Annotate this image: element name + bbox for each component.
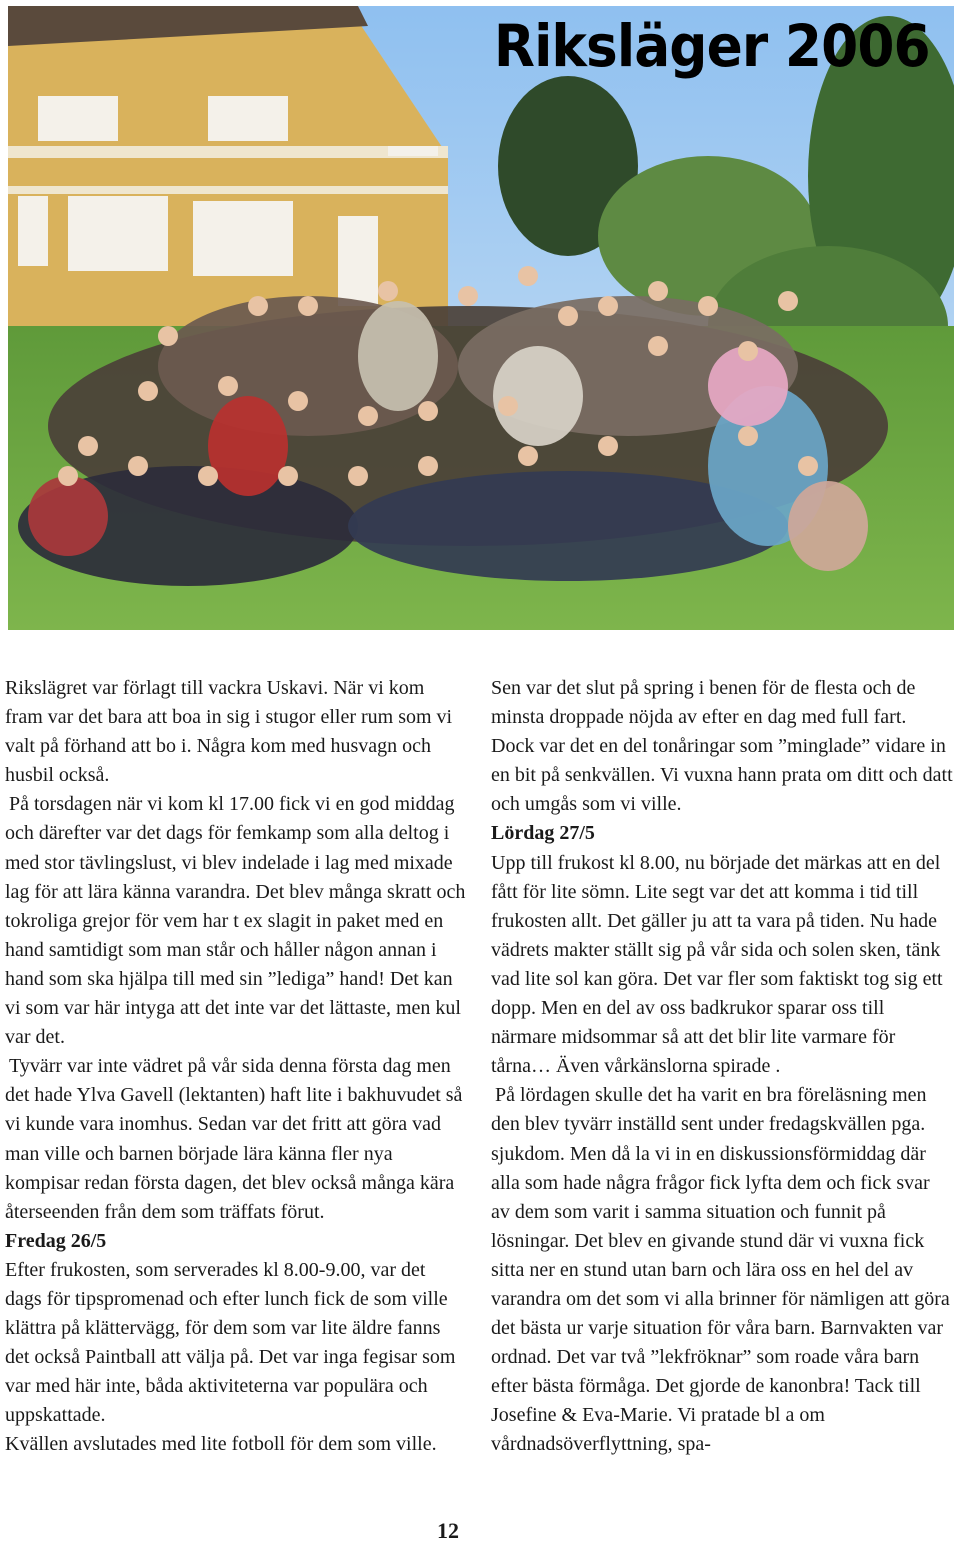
paragraph: Kvällen avslutades med lite fotboll för dem som ville.	[5, 1433, 437, 1456]
left-column	[5, 674, 467, 1460]
group-photo-icon	[8, 6, 954, 630]
group-photo	[8, 6, 954, 630]
paragraph: Rikslägret var förlagt till vackra Uskavi. När vi kom fram var det bara att boa in sig i stugor eller rum som vi valt på förhand att bo i. Några kom med husvagn och husbil också.	[5, 677, 453, 787]
section-heading-fredag: Fredag 26/5	[5, 1229, 107, 1252]
right-column	[491, 674, 953, 1460]
paragraph: Sen var det slut på spring i benen för de flesta och de minsta droppade nöjda av efter en dag med full fart. Dock var det en del tonåringar som ”minglade” vidare in en bit på senkvällen. Vi vuxna hann prata om ditt och datt och umgås som vi ville.	[491, 677, 953, 816]
section-heading-lordag: Lördag 27/5	[491, 822, 595, 845]
page-number: 12	[437, 1518, 459, 1543]
paragraph: På lördagen skulle det ha varit en bra föreläsning men den blev tyvärr inställd sent under fredagskvällen pga. sjukdom. Men då la vi in en diskussionsförmiddag där alla som hade några frågor fick lyfta dem och fick svar av dem som varit i samma situation och funnit på lösningar. Det blev en givande stund där vi vuxna fick sitta ner en stund utan barn och lära oss en hel del av varandra om det som vi alla brinner för nämligen att göra det bästa ur varje situation för våra barn. Barnvakten var ordnad. Det var två ”lekfröknar” som roade våra barn efter bästa förmåga. Det gjorde de kanonbra! Tack till Josefine & Eva-Marie. Vi pratade bl a om vårdnadsöverflyttning, spa-	[491, 1084, 950, 1456]
page-title: Riksläger 2006	[494, 12, 930, 80]
paragraph: Upp till frukost kl 8.00, nu började det märkas att en del fått för lite sömn. Lite segt var det att komma i tid till frukosten allt. Det gäller ju att ta vara på tiden. Nu hade vädrets makter ställt sig på vår sida och solen sken, tänk vad lite sol kan göra. Det var fler som faktiskt tog sig ett dopp. Men en del av oss badkrukor sparar oss till närmare midsommar så att det blir lite varmare för tårna… Även vårkänslorna spirade .	[491, 851, 943, 1078]
paragraph: På torsdagen när vi kom kl 17.00 fick vi en god middag och därefter var det dags för femkamp som alla deltog i med stor tävlingslust, vi blev indelade i lag med mixade lag för att lära känna varandra. Det blev många skratt och tokroliga grejor för vem har t ex slagit in paket med en hand samtidigt som man står och håller någon annan i hand som ska hjälpa till med sin ”lediga” hand! Det kan vi som var här intyga att det inte var det lättaste, men kul var det.	[5, 793, 466, 1049]
paragraph: Efter frukosten, som serverades kl 8.00-9.00, var det dags för tipspromenad och efter lunch fick de som ville klättra på klättervägg, för dem som var lite äldre fanns det också Paintball att välja på. Det var inga fegisar som var med här inte, båda aktiviteterna var populära och uppskattade.	[5, 1258, 456, 1427]
paragraph: Tyvärr var inte vädret på vår sida denna första dag men det hade Ylva Gavell (lektanten) haft lite i bakhuvudet så vi kunde vara inomhus. Sedan var det fritt att göra vad man ville och barnen började lära känna fler nya kompisar redan första dagen, det blev också många kära återseenden från dem som träffats förut.	[5, 1055, 463, 1223]
